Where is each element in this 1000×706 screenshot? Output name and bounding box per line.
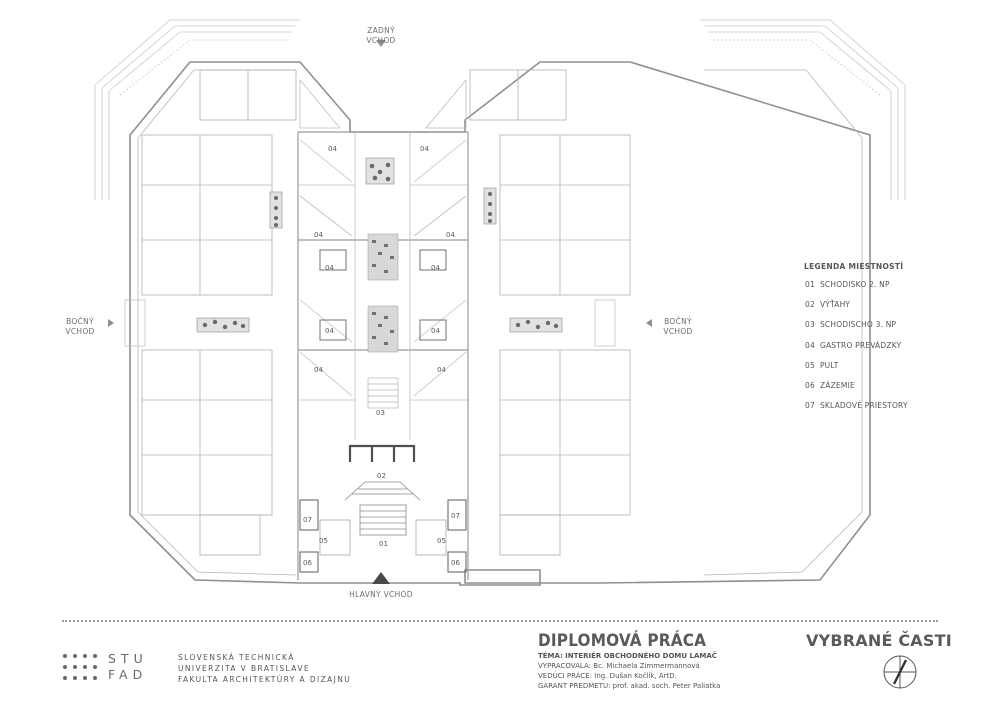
legend-item: 01 SCHODISKO 2. NP (805, 280, 890, 289)
legend-item: 07 SKLADOVÉ PRIESTORY (805, 401, 908, 411)
thesis-topic: TÉMA: INTERIÉR OBCHODNÉHO DOMU LAMAČ (538, 652, 717, 660)
thesis-supervisor: VEDÚCI PRÁCE: Ing. Dušan Kočlík, ArtD. (538, 672, 677, 680)
room-02-label: 02 (377, 472, 386, 480)
room-04-label: 04 (446, 231, 455, 239)
main-stair (345, 482, 420, 500)
legend-item: 02 VÝŤAHY (805, 300, 851, 310)
right-entrance-label: BOČNÝ VCHOD (663, 317, 693, 336)
room-06-label: 06 (451, 559, 460, 567)
room-01-label: 01 (379, 540, 388, 548)
room-legend (790, 262, 950, 421)
legend-title: LEGENDA MIESTNOSTÍ (804, 262, 904, 271)
room-04-label: 04 (325, 264, 334, 272)
room-04-label: 04 (420, 145, 429, 153)
main-entrance-arrow (372, 572, 390, 584)
room-05-label: 05 (319, 537, 328, 545)
room-03-label: 03 (376, 409, 385, 417)
room-04-label: 04 (314, 231, 323, 239)
room-04-label: 04 (437, 366, 446, 374)
legend-item: 03 SCHODISCHO 3. NP (805, 320, 897, 330)
room-04-label: 04 (431, 327, 440, 335)
right-entrance-arrow (646, 319, 652, 327)
sheet-title: VYBRANÉ ČASTI (806, 631, 952, 650)
room-07-label: 07 (451, 512, 460, 520)
left-entrance-label: BOČNÝ VCHOD (65, 317, 95, 336)
thesis-author: VYPRACOVALA: Bc. Michaela Zimmermannová (538, 662, 700, 670)
logo-wordmark: STU FAD (108, 651, 148, 682)
university-name: SLOVENSKÁ TECHNICKÁ UNIVERZITA V BRATISLAVE FAKULTA ARCHITEKTÚRY A DIZAJNU (178, 653, 352, 684)
legend-item: 06 ZÁZEMIE (805, 380, 855, 390)
legend-item: 05 PULT (805, 360, 839, 370)
room-05-label: 05 (437, 537, 446, 545)
room-04-label: 04 (314, 366, 323, 374)
main-entrance-label: HLAVNÝ VCHOD (349, 590, 413, 599)
room-04-label: 04 (325, 327, 334, 335)
thesis-block (538, 631, 758, 691)
rear-entrance-label: ZADNÝ VCHOD (366, 26, 396, 45)
footer-divider (62, 620, 938, 622)
room-06-label: 06 (303, 559, 312, 567)
left-entrance-arrow (108, 319, 114, 327)
thesis-title: DIPLOMOVÁ PRÁCA (538, 631, 707, 651)
elevator-bank (350, 446, 414, 462)
room-04-label: 04 (328, 145, 337, 153)
legend-item: 04 GASTRO PREVÁDZKY (805, 340, 902, 350)
room-07-label: 07 (303, 516, 312, 524)
stu-fad-logo-icon (62, 652, 102, 682)
room-04-label: 04 (431, 264, 440, 272)
thesis-guarantor: GARANT PREDMETU: prof. akad. soch. Peter Paliatka (538, 682, 721, 690)
north-arrow-icon (882, 654, 918, 690)
